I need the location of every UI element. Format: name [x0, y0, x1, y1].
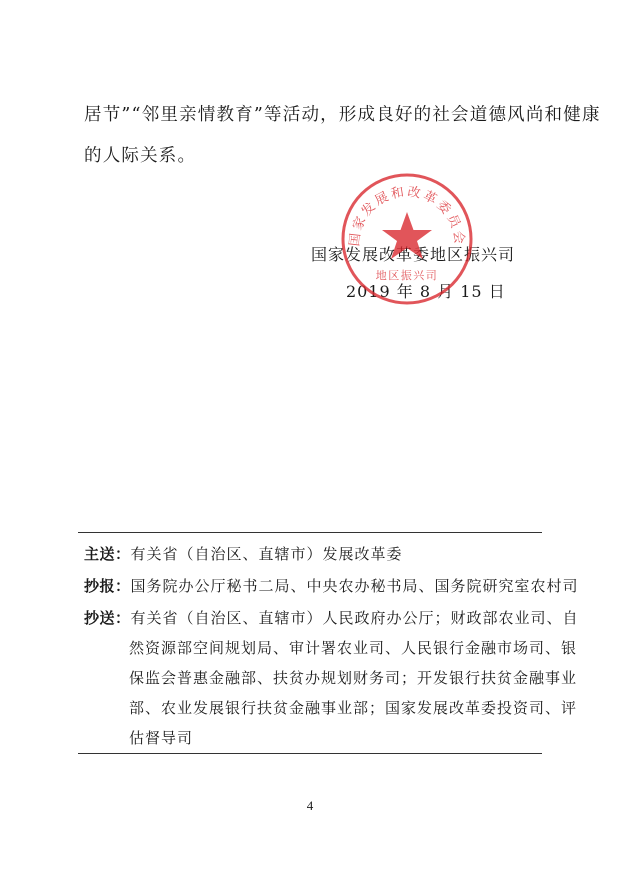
copy-send-label: 抄送：: [84, 609, 131, 627]
copy-send-line: 有关省（自治区、直辖市）人民政府办公厅；财政部农业司、自: [130, 609, 579, 627]
copy-report-row: [84, 578, 579, 595]
seal-outer-text: 国家发展和改革委员会: [347, 184, 467, 248]
official-seal-icon: [338, 170, 476, 308]
copy-send-line: 估督导司: [129, 729, 194, 747]
copy-send-line: 部、农业发展银行扶贫金融事业部；国家发展改革委投资司、评: [129, 699, 578, 717]
main-recipient-row: [84, 546, 403, 563]
signature-date: 2019 年 8 月 15 日: [346, 282, 506, 301]
signature-organization: 国家发展改革委地区振兴司: [311, 245, 516, 264]
copy-send-line: 保监会普惠金融部、扶贫办规划财务司；开发银行扶贫金融事业: [129, 669, 578, 687]
seal-inner-text: 地区振兴司: [375, 269, 439, 282]
divider-line: [78, 753, 542, 754]
main-recipient-label: 主送：: [84, 545, 131, 563]
page-number: 4: [306, 798, 314, 813]
body-text-line: 居节”“邻里亲情教育”等活动，形成良好的社会道德风尚和健康: [84, 105, 601, 125]
divider-line: [78, 532, 542, 533]
copy-send-line: 然资源部空间规划局、审计署农业司、人民银行金融市场司、银: [129, 639, 578, 657]
body-text-line: 的人际关系。: [84, 146, 197, 166]
main-recipient-value: 有关省（自治区、直辖市）发展改革委: [130, 545, 403, 563]
copy-report-value: 国务院办公厅秘书二局、中央农办秘书局、国务院研究室农村司: [130, 577, 579, 595]
copy-send-row: [84, 610, 579, 627]
copy-report-label: 抄报：: [84, 577, 131, 595]
